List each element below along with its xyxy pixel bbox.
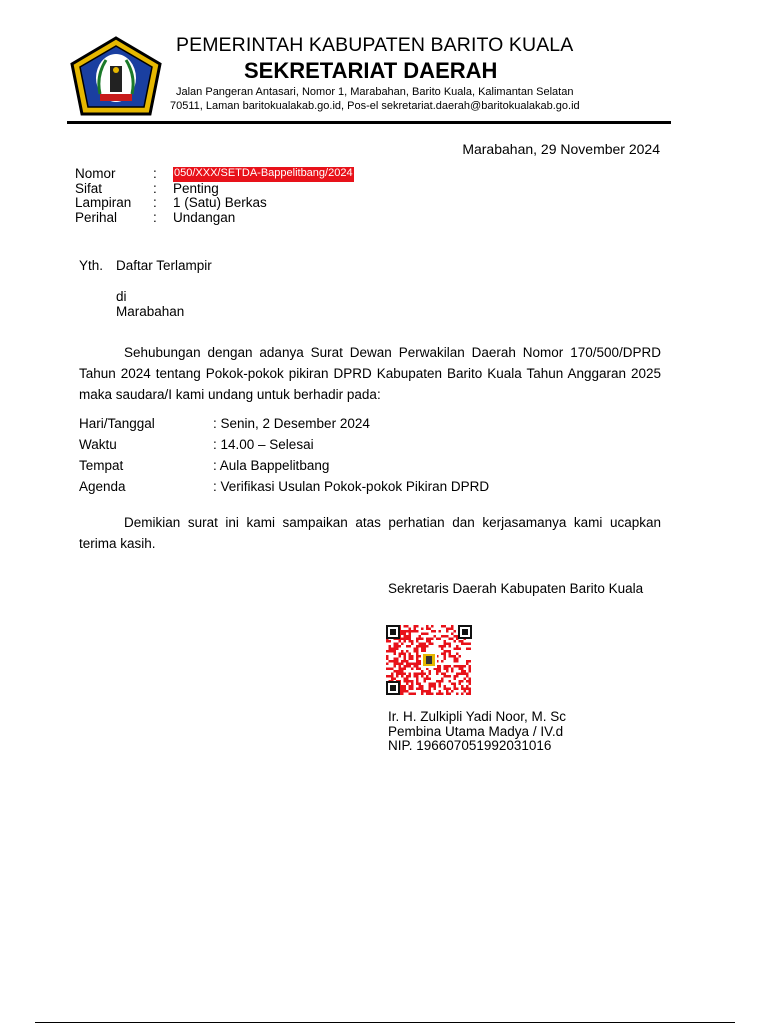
meta-label: Sifat: [75, 180, 103, 196]
detail-value: : Senin, 2 Desember 2024: [213, 416, 370, 431]
meta-colon: :: [153, 209, 157, 225]
meta-value: Undangan: [173, 209, 236, 225]
detail-value: : 14.00 – Selesai: [213, 437, 314, 452]
signer-nip: NIP. 196607051992031016: [388, 738, 552, 753]
meta-value: 1 (Satu) Berkas: [173, 195, 267, 210]
recipient-place: Marabahan: [116, 304, 185, 319]
qr-code-signature: [386, 625, 472, 695]
meta-row-perihal: [75, 211, 354, 226]
body-paragraph: Sehubungan dengan adanya Surat Dewan Perwakilan Daerah Nomor 170/500/DPRD Tahun 2024 tentang Pokok-pokok pikiran DPRD Kabupaten Barito Kuala Tahun Anggaran 2025 maka saudara/I kami undang untuk berhadir pada:: [79, 345, 661, 402]
meta-colon: :: [153, 195, 157, 210]
letterhead-office: SEKRETARIAT DAERAH: [244, 58, 498, 83]
meta-label: Nomor: [75, 166, 116, 181]
page-bottom-line: [35, 1022, 735, 1023]
detail-row: [79, 413, 489, 434]
letterhead-government: PEMERINTAH KABUPATEN BARITO KUALA: [176, 34, 574, 56]
meta-row-sifat: [75, 182, 354, 197]
letter-date: Marabahan, 29 November 2024: [462, 141, 660, 157]
recipient-name: Daftar Terlampir: [116, 258, 212, 273]
letter-body: [79, 342, 661, 405]
letter-meta: [75, 167, 354, 225]
closing-paragraph: Demikian surat ini kami sampaikan atas perhatian dan kerjasamanya kami ucapkan terima kasih.: [79, 515, 661, 551]
detail-row: [79, 434, 489, 455]
meta-label: Perihal: [75, 209, 118, 225]
meta-row-lampiran: [75, 196, 354, 211]
detail-label: Waktu: [79, 437, 117, 452]
meta-row-nomor: [75, 167, 354, 182]
recipient-di: di: [116, 289, 127, 304]
meta-label: Lampiran: [75, 195, 132, 210]
meta-value: Penting: [173, 180, 219, 196]
letterhead-divider: [67, 121, 671, 124]
detail-label: Tempat: [79, 458, 124, 473]
recipient-yth: Yth.: [79, 258, 104, 273]
detail-value: : Aula Bappelitbang: [213, 458, 330, 473]
meta-colon: :: [153, 166, 157, 181]
letterhead-address-line1: Jalan Pangeran Antasari, Nomor 1, Marabahan, Barito Kuala, Kalimantan Selatan: [176, 86, 574, 98]
event-details: [79, 413, 489, 497]
meta-colon: :: [153, 180, 157, 196]
letterhead-address-line2: 70511, Laman baritokualakab.go.id, Pos-el sekretariat.daerah@baritokualakab.go.id: [170, 100, 580, 112]
detail-label: Agenda: [79, 479, 126, 494]
detail-label: Hari/Tanggal: [79, 416, 155, 431]
detail-row: [79, 476, 489, 497]
signer-block: [388, 710, 566, 754]
signer-rank: Pembina Utama Madya / IV.d: [388, 723, 564, 739]
signature-title: Sekretaris Daerah Kabupaten Barito Kuala: [388, 581, 644, 596]
signer-name: Ir. H. Zulkipli Yadi Noor, M. Sc: [388, 709, 567, 724]
meta-value-nomor: 050/XXX/SETDA-Bappelitbang/2024: [173, 167, 354, 182]
detail-value: : Verifikasi Usulan Pokok-pokok Pikiran DPRD: [213, 479, 490, 494]
regency-emblem-logo: [70, 36, 162, 116]
detail-row: [79, 455, 489, 476]
